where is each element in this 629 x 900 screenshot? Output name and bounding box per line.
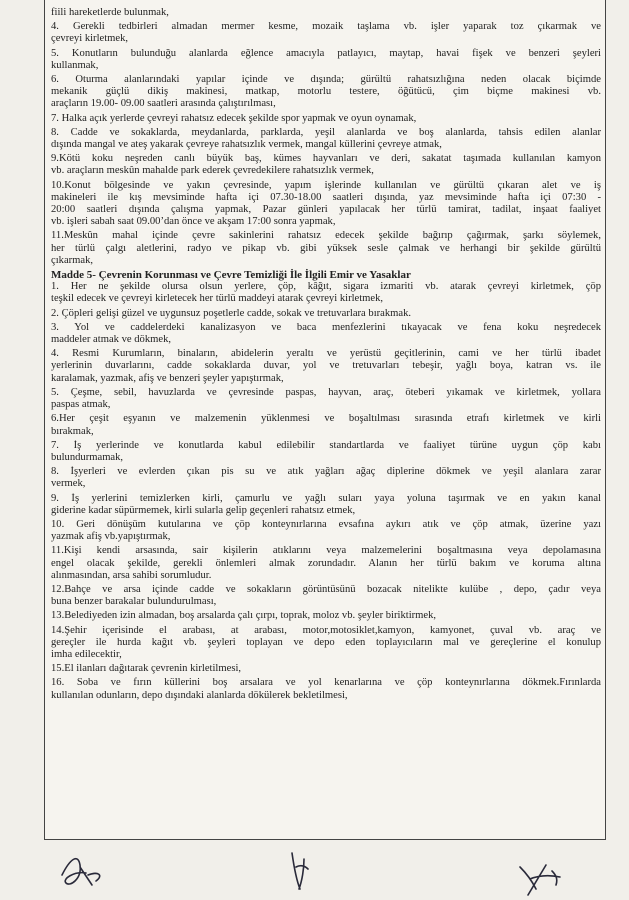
text-line: karalamak, yazmak, afiş ve benzeri şeyler yapıştırmak, <box>51 372 284 384</box>
text-line: 11.Kişi kendi arsasında, sair kişilerin atıklarını veya malzemelerini boşaltmasına veya depolamasına <box>51 545 601 557</box>
list-item <box>51 74 601 111</box>
list-item <box>51 348 601 385</box>
text-line: her türlü çalgı aletlerini, radyo ve pikap vb. gibi yüksek sesle çalmak ve herhangi bir şekilde gürültü <box>51 242 601 254</box>
text-line: 15.El ilanları dağıtarak çevrenin kirletilmesi, <box>51 663 242 675</box>
list-item <box>51 308 601 320</box>
text-line: dışında mangal ve ateş yakarak çevreye rahatsızlık vermek, mangal küllerini çevreye atmak, <box>51 139 442 151</box>
text-line: mekanik güçlü dikiş makinesi, matkap, motorlu testere, öğütücü, çim biçme makinesi vb. <box>51 86 601 98</box>
text-line: vb. işleri sabah saat 09.00’dan önce ve akşam 17:00 sonra yapmak, <box>51 216 336 228</box>
text-line: giderine kadar süpürmemek, kirli sularla gelip geçenleri rahatsız etmek, <box>51 504 356 516</box>
text-line: teşkil edecek ve çevreyi kirletecek her türlü maddeyi atarak çevreyi kirletmek, <box>51 293 384 305</box>
text-line: çıkarmak, <box>51 254 94 266</box>
document-body <box>51 7 601 704</box>
list-item <box>51 230 601 267</box>
text-line: 13.Belediyeden izin almadan, boş arsalarda çalı çırpı, toprak, moloz vb. şeyler biriktirmek, <box>51 610 437 622</box>
list-item <box>51 113 601 125</box>
text-line: vb. araçların meskûn mahalde park ederek çevredekilere rahatsızlık vermek, <box>51 165 374 177</box>
text-line: çevreyi kirletmek, <box>51 33 129 45</box>
text-line: 8. Cadde ve sokaklarda, meydanlarda, parklarda, yeşil alanlarda ve boş alanlarda, tahsis edilen alanlar <box>51 126 601 138</box>
list-item <box>51 180 601 229</box>
article-5-list <box>51 281 601 702</box>
text-line: 5. Çeşme, sebil, havuzlarda ve çevresinde paspas, hayvan, araç, öteberi yıkamak ve kirletmek, yollara <box>51 386 601 398</box>
text-line: buna benzer barakalar bulundurulması, <box>51 596 217 608</box>
text-line: 7. İş yerlerinde ve konutlarda kabul edilebilir standartlarda ve faaliyet türüne uygun çöp kabı <box>51 439 601 451</box>
text-line: bırakmak, <box>51 425 94 437</box>
signature-left <box>62 859 100 885</box>
list-item <box>51 127 601 151</box>
list-item <box>51 584 601 608</box>
text-line: yazmak afiş vb.yapıştırmak, <box>51 531 171 543</box>
article-5-heading: Madde 5- Çevrenin Korunması ve Çevre Temizliği İle İlgili Emir ve Yasaklar <box>51 269 411 282</box>
text-line: 3. Yol ve caddelerdeki kanalizasyon ve baca menfezlerini tıkayacak ve fena koku neşredecek <box>51 321 601 333</box>
text-line: araçların 19.00- 09.00 saatleri arasında çalıştırılması, <box>51 98 276 110</box>
text-line: 20:00 saatleri dışında çalışma yapmak, Pazar günleri yapılacak her türlü tamirat, tadilat, inşaat faaliyet <box>51 204 601 216</box>
text-line: 9.Kötü koku neşreden canlı büyük baş, kümes hayvanları ve deri, sakatat taşımada kullanılan kamyon <box>51 153 601 165</box>
signature-right <box>520 865 560 895</box>
list-item <box>51 466 601 490</box>
list-item <box>51 322 601 346</box>
text-line: 14.Şehir içerisinde el arabası, at arabası, motor,motosiklet,kamyon, kamyonet, çuval vb. araç ve <box>51 624 601 636</box>
list-item <box>51 387 601 411</box>
text-line: 2. Çöpleri gelişi güzel ve uygunsuz poşetlerle cadde, sokak ve tretuvarlara bırakmak. <box>51 307 412 319</box>
list-item <box>51 153 601 177</box>
text-line: 5. Konutların bulunduğu alanlarda eğlence amacıyla patlayıcı, maytap, havai fişek ve benzeri şeyleri <box>51 47 601 59</box>
text-line: 4. Gerekli tedbirleri almadan mermer kesme, mozaik taşlama vb. işler yaparak toz çıkarmak ve <box>51 21 601 33</box>
text-line: bulundurmamak, <box>51 451 124 463</box>
text-line: yerlerinin duvarlarını, cadde sokaklarda duvar, yol ve tretuvarları tebeşir, yağlı boya, katran vs. ile <box>51 360 601 372</box>
list-item <box>51 493 601 517</box>
text-line: fiili hareketlerde bulunmak, <box>51 7 169 18</box>
list-item <box>51 663 601 675</box>
text-line: 1. Her ne şekilde olursa olsun yerlere, çöp, kâğıt, sigara izmariti vb. atarak çevreyi kirletmek, çöp <box>51 281 601 293</box>
text-line: maddeler atmak ve dökmek, <box>51 334 172 346</box>
text-line: 8. İşyerleri ve evlerden çıkan pis su ve atık yağları ağaç diplerine dökmek ve yeşil alanlara zarar <box>51 466 601 478</box>
list-item <box>51 519 601 543</box>
signatures <box>0 845 629 900</box>
prohibitions-list-top <box>51 7 601 267</box>
text-line: 6. Oturma alanlarındaki yapılar içinde ve dışında; gürültü rahatsızlığına neden olacak biçimde <box>51 74 601 86</box>
signature-middle <box>292 853 308 889</box>
text-line: 10.Konut bölgesinde ve yakın çevresinde, yapım işlerinde kullanılan ve gürültü çıkaran alet ve iş <box>51 179 601 191</box>
list-item <box>51 21 601 45</box>
list-item <box>51 7 601 19</box>
text-line: vermek, <box>51 478 86 490</box>
text-line: kullanmak, <box>51 59 99 71</box>
list-item <box>51 610 601 622</box>
text-line: paspas atmak, <box>51 399 111 411</box>
text-line: imha edilecektir, <box>51 648 122 660</box>
text-line: alınmasından, arsa sahibi sorumludur. <box>51 569 212 581</box>
list-item <box>51 625 601 662</box>
text-line: gereçler ile hurda kağıt vb. şeyleri toplayan ve depo eden toplayıcıların mal ve gereçlerine el konulup <box>51 636 601 648</box>
text-line: kullanılan odunların, depo dışındaki alanlarda dökülerek bekletilmesi, <box>51 689 348 701</box>
text-line: 9. İş yerlerini temizlerken kirli, çamurlu ve yağlı suları yaya yoluna taşırmak ve en yakın kanal <box>51 492 601 504</box>
text-line: 6.Her çeşit eşyanın ve malzemenin yüklenmesi ve boşaltılması sırasında etrafı kirletmek ve kirli <box>51 413 601 425</box>
list-item <box>51 545 601 582</box>
text-line: 16. Soba ve fırın küllerini boş arsalara ve yol kenarlarına ve çöp konteynırlarına dökmek.Fırınlarda <box>51 677 601 689</box>
text-line: 4. Resmi Kurumların, binaların, abidelerin yeraltı ve yerüstü geçitlerinin, cami ve her türlü ibadet <box>51 348 601 360</box>
list-item <box>51 48 601 72</box>
text-line: 11.Meskûn mahal içinde çevre sakinlerini rahatsız edecek şekilde bağırıp çağırmak, şarkı söylemek, <box>51 230 601 242</box>
text-line: 10. Geri dönüşüm kutularına ve çöp konteynırlarına evsafına aykırı atık ve çöp atmak, üzerine yazı <box>51 518 601 530</box>
text-line: makineleri ile kış mevsiminde hafta içi 07.30-18.00 saatleri dışında, yaz mevsiminde hafta içi 07:30 - <box>51 191 601 203</box>
list-item <box>51 677 601 701</box>
text-line: 12.Bahçe ve arsa içinde cadde ve sokakların görüntüsünü bozacak nitelikte kulübe , depo, çadır veya <box>51 583 601 595</box>
list-item <box>51 413 601 437</box>
text-line: engel olacak şekilde, gerekli önlemleri almak zorundadır. Alanın her türlü bakım ve koruma altına <box>51 557 601 569</box>
list-item <box>51 440 601 464</box>
list-item <box>51 281 601 305</box>
text-line: 7. Halka açık yerlerde çevreyi rahatsız edecek şekilde spor yapmak ve oyun oynamak, <box>51 112 417 124</box>
